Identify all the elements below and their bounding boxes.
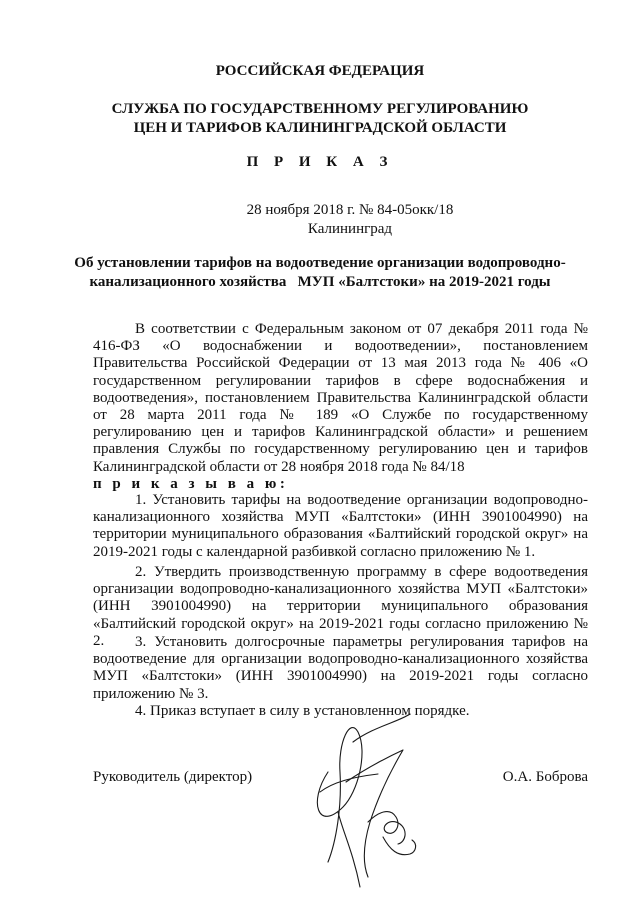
handwritten-signature [298,712,428,890]
service-heading-line-2: ЦЕН И ТАРИФОВ КАЛИНИНГРАДСКОЙ ОБЛАСТИ [133,120,507,136]
order-item-4: 4. Приказ вступает в силу в установленном порядке. [135,703,470,719]
service-heading-line-1: СЛУЖБА ПО ГОСУДАРСТВЕННОМУ РЕГУЛИРОВАНИЮ [111,101,529,117]
order-item-1: 1. Установить тарифы на водоотведение организации водопроводно-канализационного хозяйства МУП «Балтстоки» (ИНН 3901004990) на территории муниципального образования «Балтийский городской округ» на 2019-2021 годы с календарной разбивкой согласно приложению № 1. [93,492,588,560]
signature-stroke-3 [346,750,403,877]
signer-name: О.А. Боброва [502,769,588,785]
order-word: п р и к а з ы в а ю: [93,475,289,492]
signature-stroke-2 [353,714,410,742]
document-type-title: П Р И К А З [246,154,394,170]
signature-stroke-1 [317,728,362,862]
preamble-text: В соответствии с Федеральным законом от 07 декабря 2011 года № 416-ФЗ «О водоснабжении и водоотведении», постановлением Правительства Российской Федерации от 13 мая 2013 года № 406 «О государственном регулировании тарифов в сфере водоснабжения и водоотведения», постановлением Правительства Калининградской области от 28 марта 2011 года № 189 «О Службе по государственному регулированию цен и тарифов Калининградской области» и решением правления Службы по государственному регулированию цен и тарифов Калининградской области от 28 ноября 2018 года № 84/18 [93,321,588,475]
order-item-2: 2. Утвердить производственную программу в сфере водоотведения организации водопроводно-канализационного хозяйства МУП «Балтстоки» (ИНН 3901004990) на территории муниципального образования «Балтийский городской округ» на 2019-2021 годы согласно приложению № 2. [93,564,588,649]
signature-stroke-7 [383,837,416,855]
country-heading: РОССИЙСКАЯ ФЕДЕРАЦИЯ [215,63,425,79]
document-subject [0,254,640,292]
signature-stroke-6 [338,812,360,887]
subject-line-2: канализационного хозяйства МУП «Балтстоки» на 2019-2021 годы [89,274,551,290]
preamble-paragraph [93,321,588,493]
date-number-line: 28 ноября 2018 г. № 84-05окк/18 [246,202,454,218]
service-heading [0,100,640,138]
signer-title: Руководитель (директор) [93,769,253,785]
city-line: Калининград [307,221,393,237]
order-item-3: 3. Установить долгосрочные параметры регулирования тарифов на водоотведение для организации водопроводно-канализационного хозяйства МУП «Балтстоки» (ИНН 3901004990) на 2019-2021 годы согласно приложению № 3. [93,634,588,702]
signature-stroke-4 [368,812,405,844]
signature-stroke-5 [320,774,378,792]
subject-line-1: Об установлении тарифов на водоотведение организации водопроводно- [74,255,566,271]
